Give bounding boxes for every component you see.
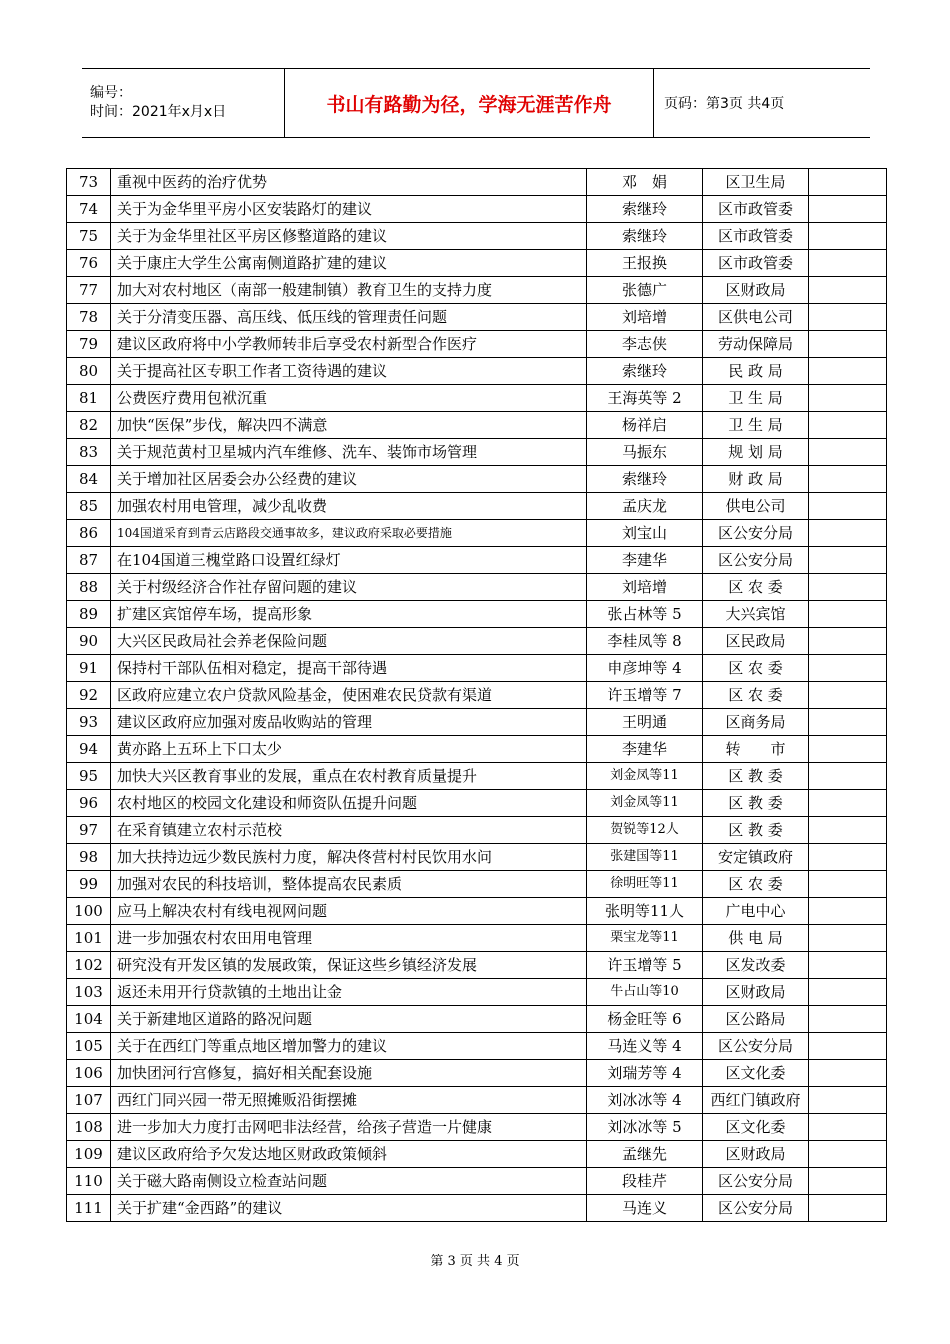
row-proposer: 刘金凤等11 xyxy=(587,790,703,817)
row-proposer: 索继玲 xyxy=(587,358,703,385)
row-empty-cell xyxy=(809,601,887,628)
row-empty-cell xyxy=(809,1033,887,1060)
row-proposer: 邓 娟 xyxy=(587,169,703,196)
row-title: 在采育镇建立农村示范校 xyxy=(111,817,587,844)
row-number: 84 xyxy=(67,466,111,493)
row-number: 96 xyxy=(67,790,111,817)
row-empty-cell xyxy=(809,358,887,385)
row-title: 关于规范黄村卫星城内汽车维修、洗车、装饰市场管理 xyxy=(111,439,587,466)
row-title: 进一步加强农村农田用电管理 xyxy=(111,925,587,952)
row-number: 98 xyxy=(67,844,111,871)
row-number: 110 xyxy=(67,1168,111,1195)
row-title: 区政府应建立农户贷款风险基金，使困难农民贷款有渠道 xyxy=(111,682,587,709)
time-label: 时间：2021年x月x日 xyxy=(90,104,227,120)
row-title: 关于在西红门等重点地区增加警力的建议 xyxy=(111,1033,587,1060)
table-row xyxy=(67,709,887,736)
row-proposer: 李建华 xyxy=(587,736,703,763)
header-slogan xyxy=(284,69,654,137)
row-department: 区 教 委 xyxy=(703,763,809,790)
row-proposer: 刘培增 xyxy=(587,574,703,601)
row-empty-cell xyxy=(809,1114,887,1141)
row-empty-cell xyxy=(809,1006,887,1033)
row-empty-cell xyxy=(809,763,887,790)
row-department: 区供电公司 xyxy=(703,304,809,331)
row-department: 区民政局 xyxy=(703,628,809,655)
row-title: 公费医疗费用包袱沉重 xyxy=(111,385,587,412)
row-department: 区商务局 xyxy=(703,709,809,736)
row-number: 73 xyxy=(67,169,111,196)
row-proposer: 李建华 xyxy=(587,547,703,574)
row-title: 关于磁大路南侧设立检查站问题 xyxy=(111,1168,587,1195)
row-number: 82 xyxy=(67,412,111,439)
page-footer: 第 3 页 共 4 页 xyxy=(430,1254,520,1269)
row-proposer: 王明通 xyxy=(587,709,703,736)
row-empty-cell xyxy=(809,1141,887,1168)
row-empty-cell xyxy=(809,385,887,412)
row-proposer: 索继玲 xyxy=(587,223,703,250)
row-number: 95 xyxy=(67,763,111,790)
row-proposer: 张建国等11 xyxy=(587,844,703,871)
row-proposer: 张明等11人 xyxy=(587,898,703,925)
row-title: 关于提高社区专职工作者工资待遇的建议 xyxy=(111,358,587,385)
proposal-table xyxy=(66,168,887,1222)
row-empty-cell xyxy=(809,1060,887,1087)
row-number: 97 xyxy=(67,817,111,844)
row-title: 关于扩建“金西路”的建议 xyxy=(111,1195,587,1222)
row-title: 建议区政府给予欠发达地区财政政策倾斜 xyxy=(111,1141,587,1168)
row-empty-cell xyxy=(809,304,887,331)
table-row xyxy=(67,277,887,304)
row-title: 农村地区的校园文化建设和师资队伍提升问题 xyxy=(111,790,587,817)
row-proposer: 王海英等 2 xyxy=(587,385,703,412)
table-row xyxy=(67,493,887,520)
row-number: 101 xyxy=(67,925,111,952)
row-title: 加强农村用电管理，减少乱收费 xyxy=(111,493,587,520)
table-row xyxy=(67,979,887,1006)
row-proposer: 索继玲 xyxy=(587,196,703,223)
page-label: 页码：第3页 共4页 xyxy=(664,96,785,112)
table-row xyxy=(67,169,887,196)
row-number: 79 xyxy=(67,331,111,358)
row-empty-cell xyxy=(809,493,887,520)
row-number: 78 xyxy=(67,304,111,331)
row-empty-cell xyxy=(809,412,887,439)
row-number: 91 xyxy=(67,655,111,682)
row-number: 83 xyxy=(67,439,111,466)
row-department: 规 划 局 xyxy=(703,439,809,466)
row-department: 区财政局 xyxy=(703,979,809,1006)
row-department: 区公安分局 xyxy=(703,1033,809,1060)
row-department: 区 农 委 xyxy=(703,871,809,898)
row-department: 供电公司 xyxy=(703,493,809,520)
row-title: 保持村干部队伍相对稳定，提高干部待遇 xyxy=(111,655,587,682)
row-empty-cell xyxy=(809,277,887,304)
row-department: 区公路局 xyxy=(703,1006,809,1033)
row-empty-cell xyxy=(809,844,887,871)
row-number: 92 xyxy=(67,682,111,709)
table-row xyxy=(67,628,887,655)
row-proposer: 孟继先 xyxy=(587,1141,703,1168)
row-proposer: 王报换 xyxy=(587,250,703,277)
row-proposer: 贺锐等12人 xyxy=(587,817,703,844)
row-proposer: 马连义 xyxy=(587,1195,703,1222)
table-row xyxy=(67,412,887,439)
table-row xyxy=(67,844,887,871)
row-proposer: 刘金凤等11 xyxy=(587,763,703,790)
row-proposer: 刘冰冰等 5 xyxy=(587,1114,703,1141)
table-row xyxy=(67,331,887,358)
row-empty-cell xyxy=(809,223,887,250)
row-department: 区公安分局 xyxy=(703,1168,809,1195)
row-proposer: 栗宝龙等11 xyxy=(587,925,703,952)
row-number: 85 xyxy=(67,493,111,520)
table-row xyxy=(67,385,887,412)
row-department: 转 市 xyxy=(703,736,809,763)
row-department: 供 电 局 xyxy=(703,925,809,952)
table-row xyxy=(67,1114,887,1141)
table-row xyxy=(67,304,887,331)
row-empty-cell xyxy=(809,1195,887,1222)
row-department: 区市政管委 xyxy=(703,223,809,250)
row-proposer: 徐明旺等11 xyxy=(587,871,703,898)
table-row xyxy=(67,601,887,628)
row-department: 劳动保障局 xyxy=(703,331,809,358)
row-department: 区财政局 xyxy=(703,277,809,304)
row-department: 西红门镇政府 xyxy=(703,1087,809,1114)
row-proposer: 杨金旺等 6 xyxy=(587,1006,703,1033)
row-number: 107 xyxy=(67,1087,111,1114)
row-empty-cell xyxy=(809,898,887,925)
row-empty-cell xyxy=(809,466,887,493)
row-title: 关于村级经济合作社存留问题的建议 xyxy=(111,574,587,601)
row-number: 86 xyxy=(67,520,111,547)
row-number: 108 xyxy=(67,1114,111,1141)
row-proposer: 马振东 xyxy=(587,439,703,466)
row-title: 加大对农村地区（南部一般建制镇）教育卫生的支持力度 xyxy=(111,277,587,304)
row-department: 民 政 局 xyxy=(703,358,809,385)
row-number: 77 xyxy=(67,277,111,304)
page-header xyxy=(82,68,870,138)
row-number: 109 xyxy=(67,1141,111,1168)
row-empty-cell xyxy=(809,331,887,358)
row-empty-cell xyxy=(809,736,887,763)
row-number: 74 xyxy=(67,196,111,223)
row-number: 99 xyxy=(67,871,111,898)
row-number: 90 xyxy=(67,628,111,655)
row-department: 区发改委 xyxy=(703,952,809,979)
row-title: 重视中医药的治疗优势 xyxy=(111,169,587,196)
row-department: 区文化委 xyxy=(703,1114,809,1141)
row-title: 西红门同兴园一带无照摊贩沿街摆摊 xyxy=(111,1087,587,1114)
table-row xyxy=(67,790,887,817)
row-number: 106 xyxy=(67,1060,111,1087)
row-department: 安定镇政府 xyxy=(703,844,809,871)
row-number: 76 xyxy=(67,250,111,277)
table-row xyxy=(67,1168,887,1195)
row-number: 87 xyxy=(67,547,111,574)
row-title: 104国道采育到青云店路段交通事故多，建议政府采取必要措施 xyxy=(111,520,587,547)
header-meta xyxy=(82,69,284,137)
row-empty-cell xyxy=(809,574,887,601)
row-number: 100 xyxy=(67,898,111,925)
row-title: 研究没有开发区镇的发展政策，保证这些乡镇经济发展 xyxy=(111,952,587,979)
row-title: 返还未用开行贷款镇的土地出让金 xyxy=(111,979,587,1006)
row-title: 扩建区宾馆停车场，提高形象 xyxy=(111,601,587,628)
row-title: 关于康庄大学生公寓南侧道路扩建的建议 xyxy=(111,250,587,277)
row-title: 关于新建地区道路的路况问题 xyxy=(111,1006,587,1033)
proposal-table-body xyxy=(67,169,887,1222)
row-number: 104 xyxy=(67,1006,111,1033)
row-number: 105 xyxy=(67,1033,111,1060)
row-empty-cell xyxy=(809,169,887,196)
row-proposer: 李志侠 xyxy=(587,331,703,358)
table-row xyxy=(67,520,887,547)
row-number: 94 xyxy=(67,736,111,763)
row-department: 区卫生局 xyxy=(703,169,809,196)
row-empty-cell xyxy=(809,925,887,952)
row-number: 93 xyxy=(67,709,111,736)
row-title: 建议区政府将中小学教师转非后享受农村新型合作医疗 xyxy=(111,331,587,358)
row-department: 卫 生 局 xyxy=(703,385,809,412)
row-proposer: 孟庆龙 xyxy=(587,493,703,520)
row-empty-cell xyxy=(809,655,887,682)
table-row xyxy=(67,547,887,574)
table-row xyxy=(67,574,887,601)
row-department: 区市政管委 xyxy=(703,250,809,277)
row-proposer: 索继玲 xyxy=(587,466,703,493)
row-number: 102 xyxy=(67,952,111,979)
row-empty-cell xyxy=(809,979,887,1006)
row-department: 区 农 委 xyxy=(703,682,809,709)
row-empty-cell xyxy=(809,1087,887,1114)
row-number: 88 xyxy=(67,574,111,601)
row-department: 广电中心 xyxy=(703,898,809,925)
row-title: 关于增加社区居委会办公经费的建议 xyxy=(111,466,587,493)
header-page xyxy=(654,69,870,137)
row-department: 区 农 委 xyxy=(703,574,809,601)
row-proposer: 段桂芹 xyxy=(587,1168,703,1195)
row-title: 加大扶持边远少数民族村力度，解决佟营村村民饮用水问 xyxy=(111,844,587,871)
row-number: 80 xyxy=(67,358,111,385)
row-title: 加快团河行宫修复，搞好相关配套设施 xyxy=(111,1060,587,1087)
table-row xyxy=(67,682,887,709)
table-row xyxy=(67,1141,887,1168)
row-number: 75 xyxy=(67,223,111,250)
row-empty-cell xyxy=(809,196,887,223)
row-number: 111 xyxy=(67,1195,111,1222)
table-row xyxy=(67,898,887,925)
row-title: 加强对农民的科技培训，整体提高农民素质 xyxy=(111,871,587,898)
row-empty-cell xyxy=(809,1168,887,1195)
row-proposer: 刘瑞芳等 4 xyxy=(587,1060,703,1087)
row-department: 大兴宾馆 xyxy=(703,601,809,628)
table-row xyxy=(67,952,887,979)
row-department: 区公安分局 xyxy=(703,547,809,574)
row-empty-cell xyxy=(809,952,887,979)
row-department: 卫 生 局 xyxy=(703,412,809,439)
row-empty-cell xyxy=(809,250,887,277)
table-row xyxy=(67,736,887,763)
row-title: 加快大兴区教育事业的发展，重点在农村教育质量提升 xyxy=(111,763,587,790)
row-proposer: 杨祥启 xyxy=(587,412,703,439)
row-empty-cell xyxy=(809,520,887,547)
slogan-text: 书山有路勤为径，学海无涯苦作舟 xyxy=(326,93,612,116)
table-row xyxy=(67,925,887,952)
row-title: 进一步加大力度打击网吧非法经营，给孩子营造一片健康 xyxy=(111,1114,587,1141)
row-proposer: 张占林等 5 xyxy=(587,601,703,628)
row-number: 89 xyxy=(67,601,111,628)
row-number: 81 xyxy=(67,385,111,412)
row-department: 区公安分局 xyxy=(703,520,809,547)
row-department: 区 农 委 xyxy=(703,655,809,682)
row-proposer: 申彦坤等 4 xyxy=(587,655,703,682)
table-row xyxy=(67,817,887,844)
row-empty-cell xyxy=(809,439,887,466)
row-title: 关于为金华里社区平房区修整道路的建议 xyxy=(111,223,587,250)
table-row xyxy=(67,223,887,250)
row-proposer: 刘冰冰等 4 xyxy=(587,1087,703,1114)
row-empty-cell xyxy=(809,628,887,655)
row-proposer: 刘宝山 xyxy=(587,520,703,547)
row-empty-cell xyxy=(809,547,887,574)
table-row xyxy=(67,250,887,277)
row-empty-cell xyxy=(809,817,887,844)
table-row xyxy=(67,1195,887,1222)
row-title: 加快“医保”步伐，解决四不满意 xyxy=(111,412,587,439)
table-row xyxy=(67,358,887,385)
row-proposer: 刘培增 xyxy=(587,304,703,331)
row-title: 关于分清变压器、高压线、低压线的管理责任问题 xyxy=(111,304,587,331)
row-empty-cell xyxy=(809,709,887,736)
row-empty-cell xyxy=(809,790,887,817)
row-department: 财 政 局 xyxy=(703,466,809,493)
table-row xyxy=(67,871,887,898)
row-title: 在104国道三槐堂路口设置红绿灯 xyxy=(111,547,587,574)
row-proposer: 许玉增等 7 xyxy=(587,682,703,709)
row-proposer: 李桂凤等 8 xyxy=(587,628,703,655)
row-department: 区市政管委 xyxy=(703,196,809,223)
table-row xyxy=(67,1033,887,1060)
row-proposer: 张德广 xyxy=(587,277,703,304)
table-row xyxy=(67,655,887,682)
table-row xyxy=(67,466,887,493)
row-number: 103 xyxy=(67,979,111,1006)
table-row xyxy=(67,196,887,223)
row-title: 大兴区民政局社会养老保险问题 xyxy=(111,628,587,655)
table-row xyxy=(67,1006,887,1033)
row-proposer: 牛占山等10 xyxy=(587,979,703,1006)
row-empty-cell xyxy=(809,871,887,898)
number-label: 编号： xyxy=(90,85,132,101)
row-title: 应马上解决农村有线电视网问题 xyxy=(111,898,587,925)
row-proposer: 许玉增等 5 xyxy=(587,952,703,979)
table-row xyxy=(67,1060,887,1087)
row-title: 关于为金华里平房小区安装路灯的建议 xyxy=(111,196,587,223)
table-row xyxy=(67,1087,887,1114)
row-department: 区 教 委 xyxy=(703,790,809,817)
row-title: 黄亦路上五环上下口太少 xyxy=(111,736,587,763)
row-department: 区 教 委 xyxy=(703,817,809,844)
row-department: 区文化委 xyxy=(703,1060,809,1087)
row-proposer: 马连义等 4 xyxy=(587,1033,703,1060)
row-title: 建议区政府应加强对废品收购站的管理 xyxy=(111,709,587,736)
table-row xyxy=(67,763,887,790)
row-department: 区公安分局 xyxy=(703,1195,809,1222)
row-empty-cell xyxy=(809,682,887,709)
row-department: 区财政局 xyxy=(703,1141,809,1168)
table-row xyxy=(67,439,887,466)
